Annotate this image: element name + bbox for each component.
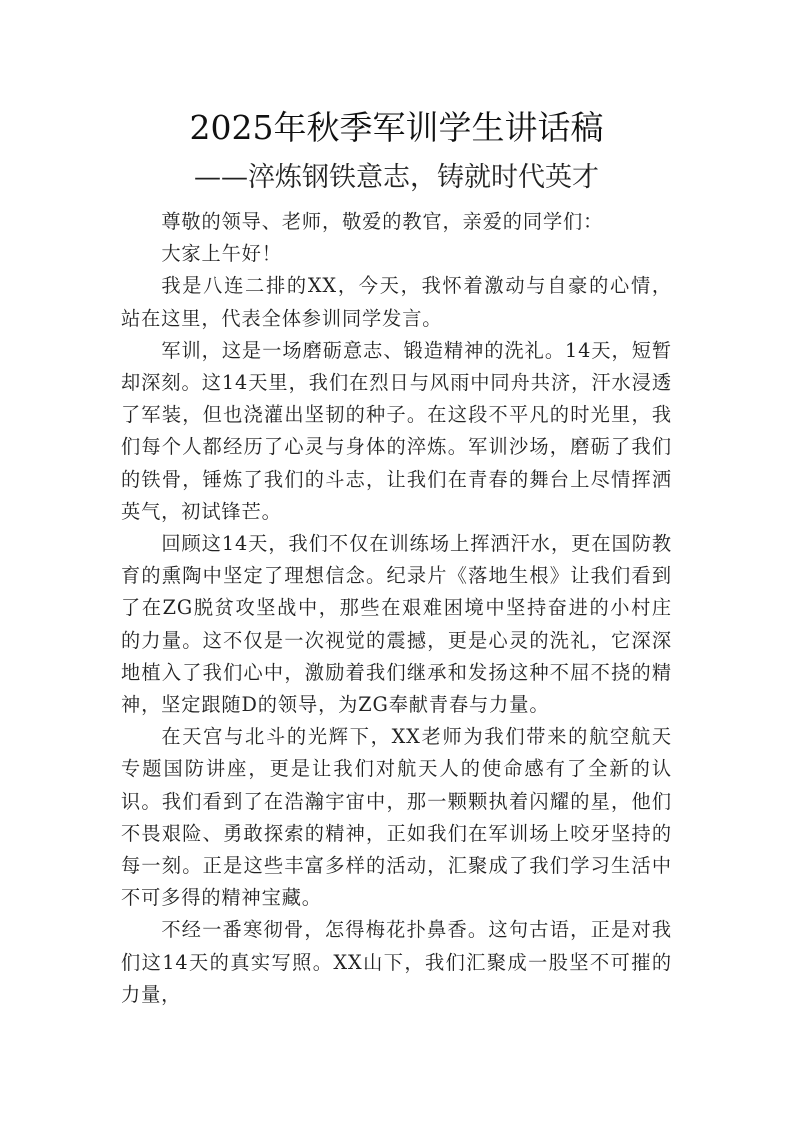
document-subtitle: ——淬炼钢铁意志，铸就时代英才 — [194, 162, 599, 193]
body-paragraph: 回顾这14天，我们不仅在训练场上挥洒汗水，更在国防教育的熏陶中坚定了理想信念。纪录片《落地生根》让我们看到了在ZG脱贫攻坚战中，那些在艰难困境中坚持奋进的小村庄的力量。这不仅是一次视觉的震撼，更是心灵的洗礼，它深深地植入了我们心中，激励着我们继承和发扬这种不屈不挠的精神，坚定跟随D的领导，为ZG奉献青春与力量。 — [121, 532, 672, 717]
body-paragraph: 军训，这是一场磨砺意志、锻造精神的洗礼。14天，短暂却深刻。这14天里，我们在烈日与风雨中同舟共济，汗水浸透了军装，但也浇灌出坚韧的种子。在这段不平凡的时光里，我们每个人都经历了心灵与身体的淬炼。军训沙场，磨砺了我们的铁骨，锤炼了我们的斗志，让我们在青春的舞台上尽情挥洒英气，初试锋芒。 — [121, 338, 672, 523]
body-paragraph: 不经一番寒彻骨，怎得梅花扑鼻香。这句古语，正是对我们这14天的真实写照。XX山下，我们汇聚成一股坚不可摧的力量， — [121, 918, 672, 1006]
body-paragraph: 在天宫与北斗的光辉下，XX老师为我们带来的航空航天专题国防讲座，更是让我们对航天人的使命感有了全新的认识。我们看到了在浩瀚宇宙中，那一颗颗执着闪耀的星，他们不畏艰险、勇敢探索的精神，正如我们在军训场上咬牙坚持的每一刻。正是这些丰富多样的活动，汇聚成了我们学习生活中不可多得的精神宝藏。 — [121, 725, 672, 910]
body-paragraph: 我是八连二排的XX，今天，我怀着激动与自豪的心情，站在这里，代表全体参训同学发言。 — [121, 274, 672, 330]
document-body — [121, 206, 672, 1011]
salutation-paragraph: 尊敬的领导、老师，敬爱的教官，亲爱的同学们： — [161, 210, 604, 233]
document-title: 2025年秋季军训学生讲话稿 — [189, 108, 604, 147]
greeting-paragraph: 大家上午好！ — [161, 242, 282, 266]
